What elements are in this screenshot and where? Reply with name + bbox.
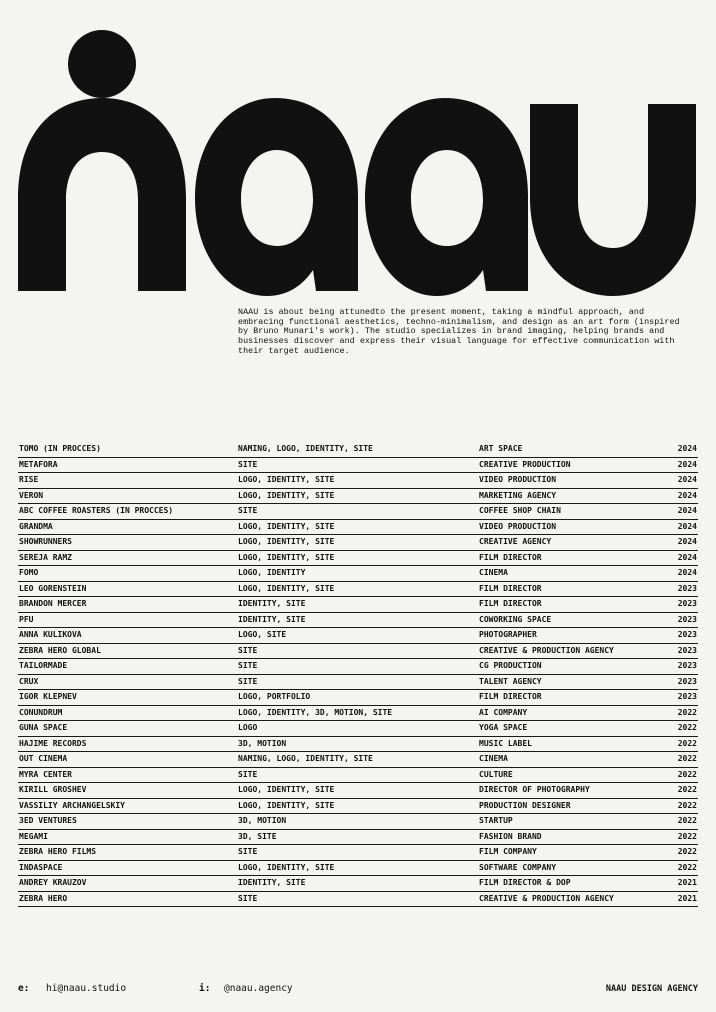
project-year: 2022 — [677, 707, 697, 717]
project-services: 3D, MOTION — [238, 738, 287, 748]
project-client-type: VIDEO PRODUCTION — [479, 475, 557, 484]
project-client-type: FILM DIRECTOR & DOP — [479, 878, 571, 887]
project-services: LOGO, IDENTITY, SITE — [238, 475, 335, 484]
project-services: LOGO, IDENTITY, SITE — [238, 785, 335, 794]
project-row — [18, 597, 698, 613]
project-row — [18, 458, 698, 474]
project-name: CRUX — [19, 676, 39, 686]
agency-name: NAAU DESIGN AGENCY — [605, 984, 698, 994]
project-year: 2022 — [677, 723, 697, 732]
project-client-type: YOGA SPACE — [479, 723, 528, 732]
projects-table — [18, 442, 698, 907]
logo-letter-a-2 — [365, 98, 528, 296]
project-client-type: TALENT AGENCY — [479, 676, 542, 686]
project-services: IDENTITY, SITE — [238, 614, 306, 624]
project-year: 2024 — [677, 568, 697, 577]
project-row — [18, 659, 698, 675]
project-services: LOGO, SITE — [238, 630, 287, 639]
project-row — [18, 706, 698, 722]
project-services: 3D, MOTION — [238, 816, 287, 825]
logo-letter-n — [18, 98, 186, 291]
project-name: GUNA SPACE — [19, 723, 68, 732]
project-year: 2024 — [677, 475, 697, 484]
project-name: ZEBRA HERO — [19, 893, 68, 903]
project-services: SITE — [238, 661, 258, 670]
project-name: ANDREY KRAUZOV — [19, 878, 87, 887]
project-year: 2024 — [677, 521, 697, 531]
instagram-link[interactable]: @naau.agency — [224, 983, 293, 994]
email-link[interactable]: hi@naau.studio — [46, 983, 127, 994]
project-services: SITE — [238, 769, 258, 779]
project-name: ABC COFFEE ROASTERS (IN PROCCES) — [19, 506, 174, 515]
project-name: 3ED VENTURES — [19, 816, 77, 825]
project-year: 2022 — [677, 754, 697, 763]
project-name: SEREJA RAMZ — [19, 552, 72, 562]
project-name: PFU — [19, 614, 34, 624]
project-services: LOGO, IDENTITY, SITE — [238, 521, 335, 531]
project-client-type: MUSIC LABEL — [479, 738, 532, 748]
footer — [18, 981, 698, 997]
about-paragraph: NAAU is about being attunedto the present moment, taking a mindful approach, and embracing functional aesthetics, techno-minimalism, and design as an art form (inspired by Bruno Munari's work). The studio specializes in brand imaging, helping brands and businesses discover and express their visual language for effective communication with their target audience. — [238, 307, 680, 356]
project-services: LOGO, IDENTITY, SITE — [238, 490, 335, 500]
email-label: e: — [18, 983, 30, 994]
project-client-type: PRODUCTION DESIGNER — [479, 800, 571, 810]
project-row — [18, 861, 698, 877]
project-row — [18, 489, 698, 505]
project-services: LOGO, IDENTITY, SITE — [238, 537, 335, 546]
project-row — [18, 520, 698, 536]
project-row — [18, 814, 698, 830]
project-client-type: CREATIVE & PRODUCTION AGENCY — [479, 645, 614, 655]
project-name: MEGAMI — [19, 831, 48, 841]
project-services: SITE — [238, 847, 258, 856]
project-client-type: CREATIVE AGENCY — [479, 537, 552, 546]
project-name: TAILORMADE — [19, 661, 68, 670]
project-services: LOGO, IDENTITY — [238, 568, 306, 577]
project-year: 2023 — [677, 676, 697, 686]
project-row — [18, 582, 698, 598]
project-services: SITE — [238, 676, 258, 686]
project-client-type: FILM DIRECTOR — [479, 692, 542, 701]
project-name: VASSILIY ARCHANGELSKIY — [19, 800, 125, 810]
project-year: 2023 — [677, 661, 697, 670]
project-services: IDENTITY, SITE — [238, 878, 306, 887]
project-client-type: AI COMPANY — [479, 707, 528, 717]
project-row — [18, 721, 698, 737]
project-services: SITE — [238, 645, 258, 655]
project-year: 2021 — [677, 878, 697, 887]
project-services: LOGO, IDENTITY, 3D, MOTION, SITE — [238, 707, 393, 717]
project-services: SITE — [238, 459, 258, 469]
project-client-type: STARTUP — [479, 816, 513, 825]
project-row — [18, 876, 698, 892]
project-year: 2022 — [677, 738, 697, 748]
project-client-type: PHOTOGRAPHER — [479, 630, 537, 639]
project-name: ZEBRA HERO GLOBAL — [19, 645, 101, 655]
project-row — [18, 799, 698, 815]
project-year: 2022 — [677, 862, 697, 872]
project-row — [18, 845, 698, 861]
project-row — [18, 442, 698, 458]
project-client-type: DIRECTOR OF PHOTOGRAPHY — [479, 785, 590, 794]
naau-logo — [0, 0, 716, 300]
project-name: ZEBRA HERO FILMS — [19, 847, 97, 856]
project-row — [18, 504, 698, 520]
project-name: CONUNDRUM — [19, 707, 63, 717]
project-client-type: FILM COMPANY — [479, 847, 537, 856]
project-name: FOMO — [19, 568, 39, 577]
project-name: BRANDON MERCER — [19, 599, 87, 608]
project-client-type: CULTURE — [479, 769, 513, 779]
project-row — [18, 783, 698, 799]
project-name: MYRA CENTER — [19, 769, 72, 779]
project-client-type: CREATIVE PRODUCTION — [479, 459, 571, 469]
project-client-type: FILM DIRECTOR — [479, 552, 542, 562]
project-name: RISE — [19, 475, 39, 484]
logo-letter-u — [530, 104, 696, 296]
project-services: LOGO, IDENTITY, SITE — [238, 552, 335, 562]
project-services: SITE — [238, 506, 258, 515]
project-year: 2022 — [677, 785, 697, 794]
project-services: 3D, SITE — [238, 831, 277, 841]
project-name: KIRILL GROSHEV — [19, 785, 87, 794]
project-year: 2022 — [677, 816, 697, 825]
project-row — [18, 830, 698, 846]
project-year: 2024 — [677, 444, 697, 453]
project-name: LEO GORENSTEIN — [19, 583, 87, 593]
project-client-type: FASHION BRAND — [479, 831, 542, 841]
project-row — [18, 566, 698, 582]
project-services: LOGO, IDENTITY, SITE — [238, 800, 335, 810]
project-services: SITE — [238, 893, 258, 903]
project-services: LOGO — [238, 723, 258, 732]
project-client-type: CG PRODUCTION — [479, 661, 542, 670]
project-row — [18, 613, 698, 629]
project-client-type: COWORKING SPACE — [479, 614, 552, 624]
logo-dot — [68, 30, 136, 98]
instagram-label: i: — [199, 983, 211, 994]
project-name: TOMO (IN PROCCES) — [19, 444, 101, 453]
project-name: IGOR KLEPNEV — [19, 692, 77, 701]
project-services: NAMING, LOGO, IDENTITY, SITE — [238, 444, 373, 453]
project-client-type: CREATIVE & PRODUCTION AGENCY — [479, 893, 614, 903]
project-row — [18, 690, 698, 706]
project-client-type: SOFTWARE COMPANY — [479, 862, 557, 872]
project-year: 2022 — [677, 831, 697, 841]
project-client-type: CINEMA — [479, 568, 508, 577]
project-year: 2024 — [677, 459, 697, 469]
project-services: IDENTITY, SITE — [238, 599, 306, 608]
project-client-type: CINEMA — [479, 754, 508, 763]
project-row — [18, 675, 698, 691]
project-year: 2022 — [677, 769, 697, 779]
project-row — [18, 551, 698, 567]
project-services: LOGO, IDENTITY, SITE — [238, 862, 335, 872]
project-services: LOGO, PORTFOLIO — [238, 692, 311, 701]
logo-letter-a-1 — [195, 98, 358, 296]
project-row — [18, 752, 698, 768]
project-row — [18, 768, 698, 784]
project-row — [18, 535, 698, 551]
project-name: SHOWRUNNERS — [19, 537, 72, 546]
project-client-type: FILM DIRECTOR — [479, 583, 542, 593]
project-year: 2023 — [677, 599, 697, 608]
project-year: 2024 — [677, 506, 697, 515]
project-year: 2023 — [677, 630, 697, 639]
project-year: 2022 — [677, 800, 697, 810]
project-row — [18, 892, 698, 908]
project-year: 2023 — [677, 692, 697, 701]
project-row — [18, 473, 698, 489]
project-row — [18, 737, 698, 753]
project-name: INDASPACE — [19, 862, 63, 872]
project-services: NAMING, LOGO, IDENTITY, SITE — [238, 754, 373, 763]
project-client-type: FILM DIRECTOR — [479, 599, 542, 608]
project-name: OUT CINEMA — [19, 754, 68, 763]
project-name: HAJIME RECORDS — [19, 738, 87, 748]
project-year: 2023 — [677, 645, 697, 655]
project-name: VERON — [19, 490, 44, 500]
project-row — [18, 644, 698, 660]
project-row — [18, 628, 698, 644]
project-name: GRANDMA — [19, 521, 53, 531]
project-name: METAFORA — [19, 459, 58, 469]
project-client-type: MARKETING AGENCY — [479, 490, 557, 500]
project-year: 2024 — [677, 537, 697, 546]
project-name: ANNA KULIKOVA — [19, 630, 82, 639]
project-year: 2024 — [677, 490, 697, 500]
project-client-type: COFFEE SHOP CHAIN — [479, 506, 561, 515]
project-client-type: VIDEO PRODUCTION — [479, 521, 557, 531]
project-services: LOGO, IDENTITY, SITE — [238, 583, 335, 593]
project-year: 2022 — [677, 847, 697, 856]
project-client-type: ART SPACE — [479, 444, 523, 453]
project-year: 2021 — [677, 893, 697, 903]
project-year: 2024 — [677, 552, 697, 562]
project-year: 2023 — [677, 614, 697, 624]
project-year: 2023 — [677, 583, 697, 593]
